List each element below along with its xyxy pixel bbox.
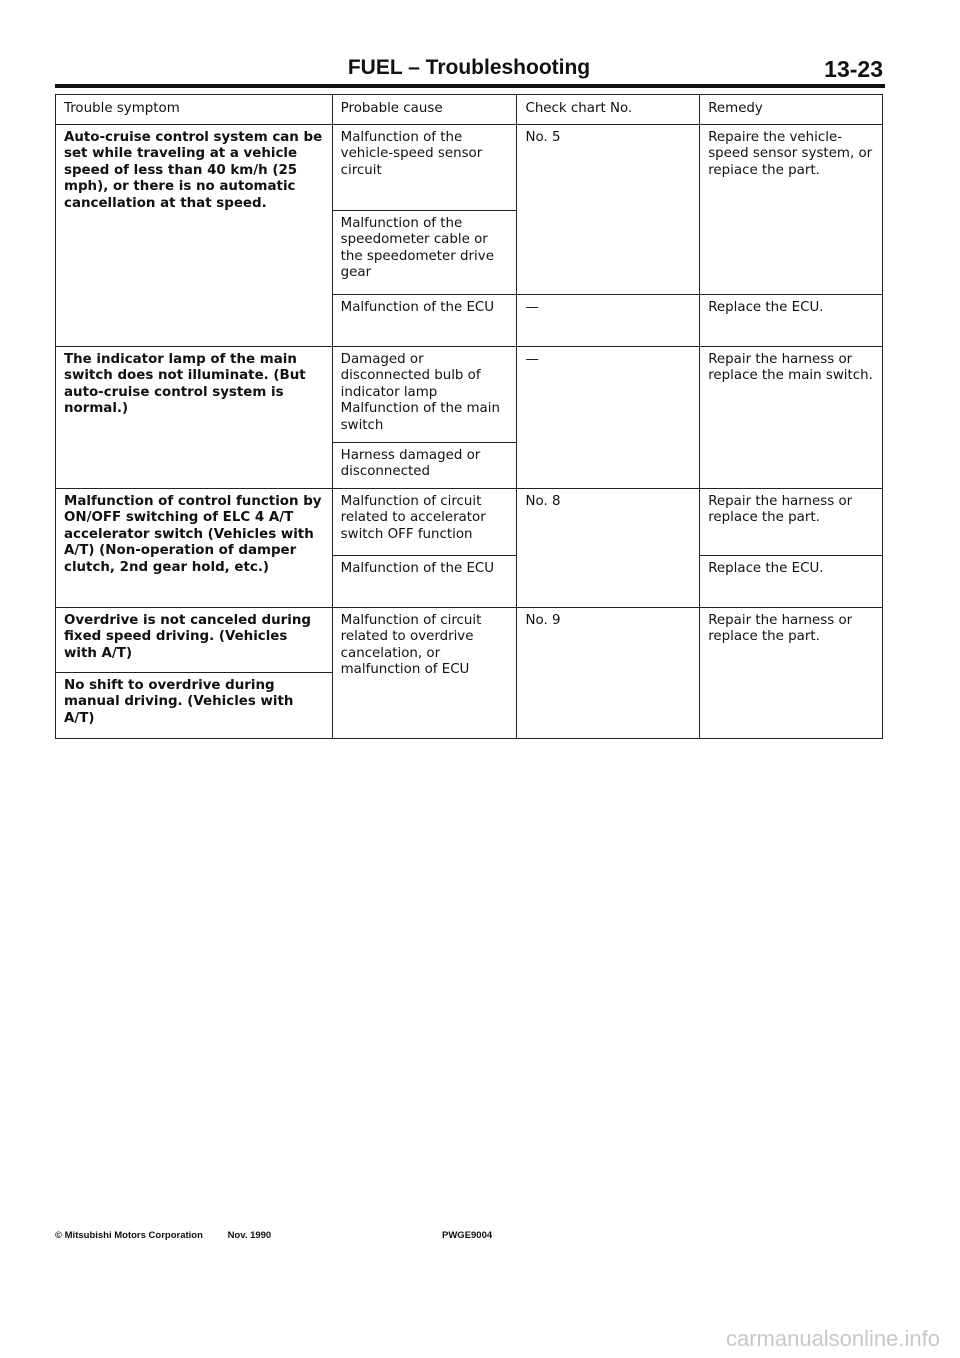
table-row (56, 607, 883, 672)
watermark: carmanualsonline.info (725, 1326, 940, 1351)
symptom-cell: Auto-cruise control system can be set while traveling at a vehicle speed of less than 40 km/h (25 mph), or there is no automatic cancellation at that speed. (56, 124, 333, 346)
cause-cell: Malfunction of the ECU (332, 555, 517, 607)
cause-cell: Malfunction of the speedometer cable or the speedometer drive gear (332, 210, 517, 294)
table-header-row (56, 95, 883, 125)
symptom-cell: The indicator lamp of the main switch does not illuminate. (But auto-cruise control system is normal.) (56, 346, 333, 488)
cause-cell: Damaged or disconnected bulb of indicator lamp Malfunction of the main switch (332, 346, 517, 442)
remedy-cell: Repair the harness or replace the part. (700, 488, 883, 555)
remedy-cell: Replace the ECU. (700, 294, 883, 346)
page-header (55, 56, 883, 86)
cause-cell: Malfunction of the ECU (332, 294, 517, 346)
check-cell: No. 9 (517, 607, 700, 738)
check-cell: No. 5 (517, 124, 700, 294)
remedy-cell: Repair the harness or replace the part. (700, 607, 883, 738)
cause-cell: Malfunction of the vehicle-speed sensor circuit (332, 124, 517, 210)
publication-date: Nov. 1990 (227, 1230, 272, 1241)
remedy-cell: Repaire the vehicle-speed sensor system, or repiace the part. (700, 124, 883, 294)
footer-copyright (55, 1230, 271, 1241)
table-row (56, 346, 883, 442)
table-row (56, 488, 883, 555)
check-cell: — (517, 294, 700, 346)
header-remedy: Remedy (700, 95, 883, 125)
check-cell: — (517, 346, 700, 488)
header-check-chart-no: Check chart No. (517, 95, 700, 125)
table-row (56, 124, 883, 210)
symptom-cell: Malfunction of control function by ON/OFF switching of ELC 4 A/T accelerator switch (Vehicles with A/T) (Non-operation of damper clutch, 2nd gear hold, etc.) (56, 488, 333, 607)
symptom-cell: Overdrive is not canceled during fixed speed driving. (Vehicles with A/T) (56, 607, 333, 672)
check-cell: No. 8 (517, 488, 700, 607)
document-code: PWGE9004 (442, 1230, 493, 1241)
header-trouble-symptom: Trouble symptom (56, 95, 333, 125)
copyright-text: © Mitsubishi Motors Corporation (55, 1230, 203, 1241)
troubleshooting-table (55, 94, 883, 739)
page-title: FUEL – Troubleshooting (347, 56, 591, 79)
header-rule (55, 84, 885, 88)
remedy-cell: Repair the harness or replace the main switch. (700, 346, 883, 488)
page-number: 13-23 (824, 56, 883, 82)
cause-cell: Malfunction of circuit related to overdrive cancelation, or malfunction of ECU (332, 607, 517, 738)
header-probable-cause: Probable cause (332, 95, 517, 125)
cause-cell: Malfunction of circuit related to accelerator switch OFF function (332, 488, 517, 555)
remedy-cell: Replace the ECU. (700, 555, 883, 607)
cause-cell: Harness damaged or disconnected (332, 442, 517, 488)
symptom-cell: No shift to overdrive during manual driving. (Vehicles with A/T) (56, 672, 333, 738)
